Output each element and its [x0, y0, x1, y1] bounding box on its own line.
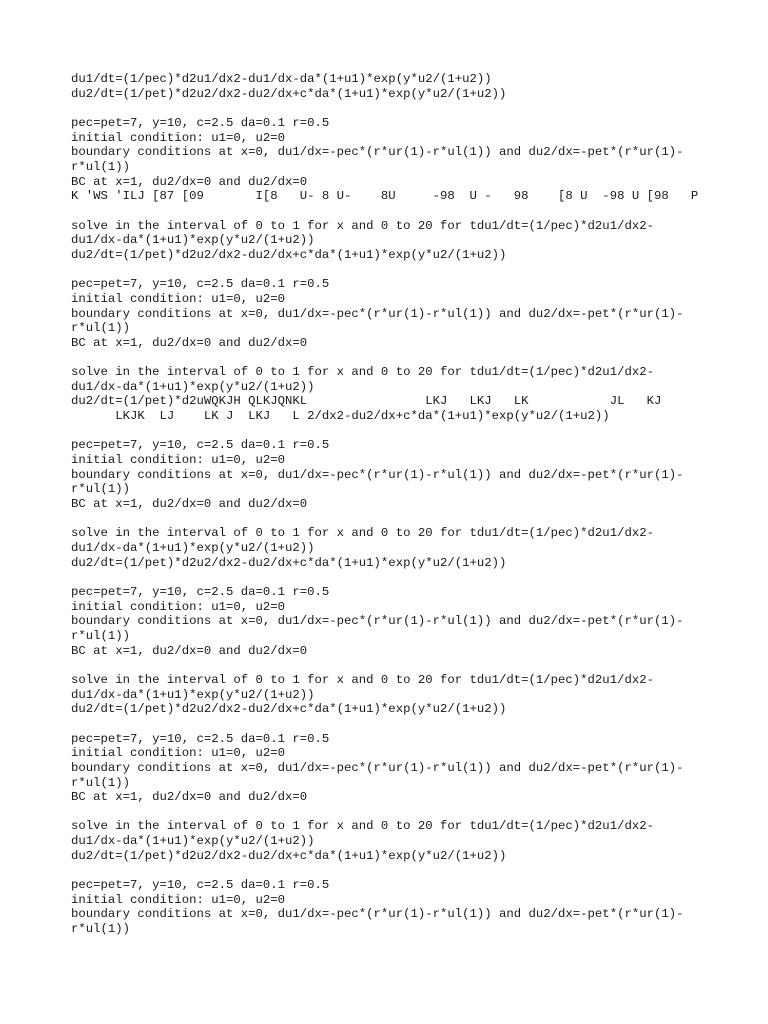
text-line	[71, 863, 761, 878]
text-line: pec=pet=7, y=10, c=2.5 da=0.1 r=0.5	[71, 878, 330, 893]
text-line: du1/dx-da*(1+u1)*exp(y*u2/(1+u2))	[71, 834, 315, 849]
text-line	[71, 424, 761, 439]
text-line: r*ul(1))	[71, 321, 131, 336]
text-line: r*ul(1))	[71, 628, 131, 643]
text-line: pec=pet=7, y=10, c=2.5 da=0.1 r=0.5	[71, 115, 330, 130]
text-line	[71, 101, 761, 116]
text-line: LKJK LJ LK J LKJ L 2/dx2-du2/dx+c*da*(1+u1)*exp(y*u2/(1+u2))	[71, 409, 610, 424]
text-line	[71, 350, 761, 365]
text-line: du2/dt=(1/pet)*d2u2/dx2-du2/dx+c*da*(1+u1)*exp(y*u2/(1+u2))	[71, 702, 507, 717]
text-line: pec=pet=7, y=10, c=2.5 da=0.1 r=0.5	[71, 731, 330, 746]
text-line: r*ul(1))	[71, 482, 131, 497]
text-line: boundary conditions at x=0, du1/dx=-pec*(r*ur(1)-r*ul(1)) and du2/dx=-pet*(r*ur(1)-	[71, 760, 684, 775]
text-line: du2/dt=(1/pet)*d2uWQKJH QLKJQNKL LKJ LKJ LK JL KJ	[71, 394, 662, 409]
text-line	[71, 658, 761, 673]
text-line: boundary conditions at x=0, du1/dx=-pec*(r*ur(1)-r*ul(1)) and du2/dx=-pet*(r*ur(1)-	[71, 306, 684, 321]
text-line: solve in the interval of 0 to 1 for x and 0 to 20 for tdu1/dt=(1/pec)*d2u1/dx2-	[71, 365, 654, 380]
text-line: pec=pet=7, y=10, c=2.5 da=0.1 r=0.5	[71, 584, 330, 599]
text-line: du2/dt=(1/pet)*d2u2/dx2-du2/dx+c*da*(1+u1)*exp(y*u2/(1+u2))	[71, 247, 507, 262]
text-line: BC at x=1, du2/dx=0 and du2/dx=0	[71, 790, 308, 805]
text-line: initial condition: u1=0, u2=0	[71, 291, 286, 306]
text-line: initial condition: u1=0, u2=0	[71, 130, 286, 145]
text-line: boundary conditions at x=0, du1/dx=-pec*(r*ur(1)-r*ul(1)) and du2/dx=-pet*(r*ur(1)-	[71, 467, 684, 482]
text-line: initial condition: u1=0, u2=0	[71, 892, 286, 907]
text-line: boundary conditions at x=0, du1/dx=-pec*(r*ur(1)-r*ul(1)) and du2/dx=-pet*(r*ur(1)-	[71, 907, 684, 922]
text-line: r*ul(1))	[71, 775, 131, 790]
text-line: du1/dx-da*(1+u1)*exp(y*u2/(1+u2))	[71, 233, 315, 248]
text-line: solve in the interval of 0 to 1 for x and 0 to 20 for tdu1/dt=(1/pec)*d2u1/dx2-	[71, 819, 654, 834]
text-line	[71, 512, 761, 527]
text-line: BC at x=1, du2/dx=0 and du2/dx=0	[71, 174, 308, 189]
text-line: initial condition: u1=0, u2=0	[71, 746, 286, 761]
text-line: solve in the interval of 0 to 1 for x and 0 to 20 for tdu1/dt=(1/pec)*d2u1/dx2-	[71, 672, 654, 687]
text-line: BC at x=1, du2/dx=0 and du2/dx=0	[71, 497, 308, 512]
text-line: initial condition: u1=0, u2=0	[71, 453, 286, 468]
text-line: boundary conditions at x=0, du1/dx=-pec*(r*ur(1)-r*ul(1)) and du2/dx=-pet*(r*ur(1)-	[71, 145, 684, 160]
text-line	[71, 717, 761, 732]
document-text-body	[71, 72, 761, 937]
text-line: boundary conditions at x=0, du1/dx=-pec*(r*ur(1)-r*ul(1)) and du2/dx=-pet*(r*ur(1)-	[71, 614, 684, 629]
text-line: solve in the interval of 0 to 1 for x and 0 to 20 for tdu1/dt=(1/pec)*d2u1/dx2-	[71, 526, 654, 541]
text-line	[71, 204, 761, 219]
text-line: BC at x=1, du2/dx=0 and du2/dx=0	[71, 335, 308, 350]
text-line: du1/dx-da*(1+u1)*exp(y*u2/(1+u2))	[71, 379, 315, 394]
text-line: r*ul(1))	[71, 159, 131, 174]
text-line: initial condition: u1=0, u2=0	[71, 599, 286, 614]
text-line: solve in the interval of 0 to 1 for x and 0 to 20 for tdu1/dt=(1/pec)*d2u1/dx2-	[71, 218, 654, 233]
text-line: du1/dx-da*(1+u1)*exp(y*u2/(1+u2))	[71, 541, 315, 555]
text-line: du1/dx-da*(1+u1)*exp(y*u2/(1+u2))	[71, 687, 315, 702]
text-line: BC at x=1, du2/dx=0 and du2/dx=0	[71, 643, 308, 658]
text-line: r*ul(1))	[71, 922, 131, 937]
text-line	[71, 805, 761, 820]
text-line: pec=pet=7, y=10, c=2.5 da=0.1 r=0.5	[71, 438, 330, 453]
text-line: K 'WS 'ILJ [87 [09 I[8 U- 8 U- 8U -98 U - 98 [8 U -98 U [98 P	[71, 189, 699, 204]
text-line: du2/dt=(1/pet)*d2u2/dx2-du2/dx+c*da*(1+u1)*exp(y*u2/(1+u2))	[71, 555, 507, 570]
text-line	[71, 263, 761, 278]
text-line: du2/dt=(1/pet)*d2u2/dx2-du2/dx+c*da*(1+u1)*exp(y*u2/(1+u2))	[71, 86, 507, 101]
text-line: du2/dt=(1/pet)*d2u2/dx2-du2/dx+c*da*(1+u1)*exp(y*u2/(1+u2))	[71, 848, 507, 863]
text-line: du1/dt=(1/pec)*d2u1/dx2-du1/dx-da*(1+u1)*exp(y*u2/(1+u2))	[71, 72, 492, 86]
text-line	[71, 570, 761, 585]
text-line: pec=pet=7, y=10, c=2.5 da=0.1 r=0.5	[71, 277, 330, 292]
